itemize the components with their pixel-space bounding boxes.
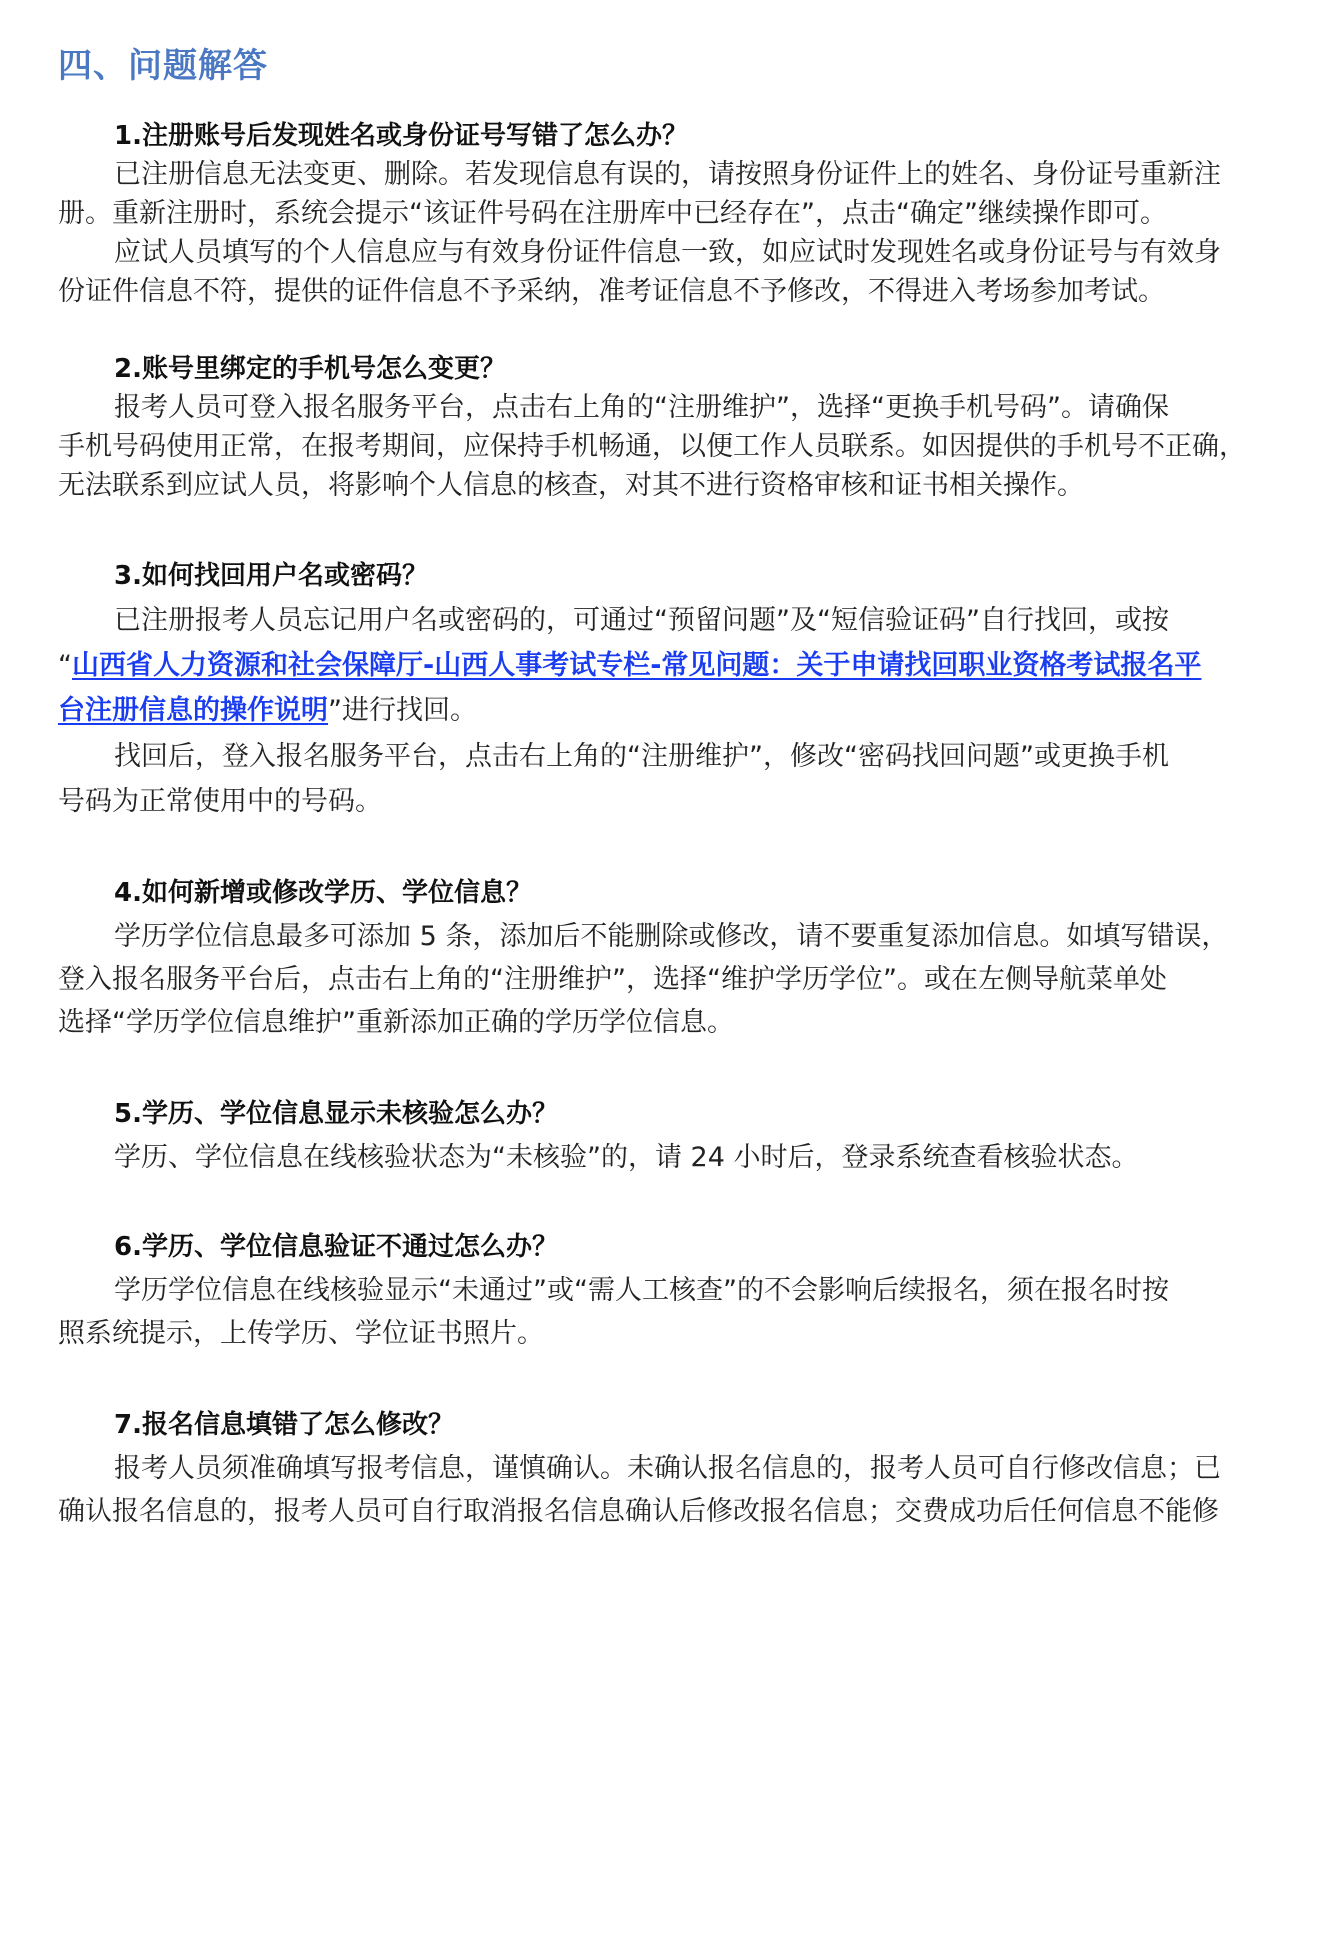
- answer-7-line-1: 报考人员须准确填写报考信息，谨慎确认。未确认报名信息的，报考人员可自行修改信息；已: [114, 1453, 1221, 1484]
- answer-2-line-2: 手机号码使用正常，在报考期间，应保持手机畅通，以便工作人员联系。如因提供的手机号不正确，: [58, 431, 1246, 462]
- answer-4-line-2: 登入报名服务平台后，点击右上角的“注册维护”，选择“维护学历学位”。或在左侧导航菜单处: [58, 964, 1167, 995]
- answer-2-line-1: 报考人员可登入报名服务平台，点击右上角的“注册维护”，选择“更换手机号码”。请确保: [114, 392, 1169, 423]
- answer-3-line-1: 已注册报考人员忘记用户名或密码的，可通过“预留问题”及“短信验证码”自行找回，或按: [114, 605, 1169, 636]
- answer-1-line-1: 已注册信息无法变更、删除。若发现信息有误的，请按照身份证件上的姓名、身份证号重新注: [114, 159, 1221, 190]
- answer-3-line-5: 号码为正常使用中的号码。: [58, 786, 382, 817]
- answer-7-line-2: 确认报名信息的，报考人员可自行取消报名信息确认后修改报名信息；交费成功后任何信息不能修: [58, 1496, 1219, 1527]
- question-3-title: 3.如何找回用户名或密码？: [114, 561, 428, 591]
- answer-1-line-3: 应试人员填写的个人信息应与有效身份证件信息一致，如应试时发现姓名或身份证号与有效身: [114, 237, 1221, 268]
- question-1-title: 1.注册账号后发现姓名或身份证号写错了怎么办？: [114, 121, 688, 151]
- answer-4-line-3: 选择“学历学位信息维护”重新添加正确的学历学位信息。: [58, 1007, 734, 1038]
- answer-2-line-3: 无法联系到应试人员，将影响个人信息的核查，对其不进行资格审核和证书相关操作。: [58, 470, 1084, 501]
- question-6-title: 6.学历、学位信息验证不通过怎么办？: [114, 1232, 558, 1262]
- answer-3-line-2: [58, 643, 1290, 682]
- answer-1-line-2: 册。重新注册时，系统会提示“该证件号码在注册库中已经存在”，点击“确定”继续操作即可。: [58, 198, 1167, 229]
- answer-3-tail: ”进行找回。: [328, 695, 477, 726]
- question-5-title: 5.学历、学位信息显示未核验怎么办？: [114, 1099, 558, 1129]
- answer-1-line-4: 份证件信息不符，提供的证件信息不予采纳，准考证信息不予修改，不得进入考场参加考试。: [58, 276, 1165, 307]
- question-2-title: 2.账号里绑定的手机号怎么变更？: [114, 354, 506, 384]
- answer-3-line-3: [58, 688, 1290, 727]
- answer-4-line-1: 学历学位信息最多可添加 5 条，添加后不能删除或修改，请不要重复添加信息。如填写错误，: [114, 921, 1229, 952]
- faq-link-part-1[interactable]: 山西省人力资源和社会保障厅-山西人事考试专栏-常见问题：关于申请找回职业资格考试报名平: [72, 650, 1202, 681]
- answer-6-line-2: 照系统提示，上传学历、学位证书照片。: [58, 1318, 544, 1349]
- section-title: 四、问题解答: [58, 46, 268, 86]
- faq-link-part-2[interactable]: 台注册信息的操作说明: [58, 695, 328, 726]
- quote-open: “: [58, 650, 72, 681]
- question-7-title: 7.报名信息填错了怎么修改？: [114, 1410, 454, 1440]
- answer-6-line-1: 学历学位信息在线核验显示“未通过”或“需人工核查”的不会影响后续报名，须在报名时按: [114, 1275, 1169, 1306]
- question-4-title: 4.如何新增或修改学历、学位信息？: [114, 878, 532, 908]
- answer-3-line-4: 找回后，登入报名服务平台，点击右上角的“注册维护”，修改“密码找回问题”或更换手机: [114, 741, 1169, 772]
- answer-5-line-1: 学历、学位信息在线核验状态为“未核验”的，请 24 小时后，登录系统查看核验状态。: [114, 1142, 1139, 1173]
